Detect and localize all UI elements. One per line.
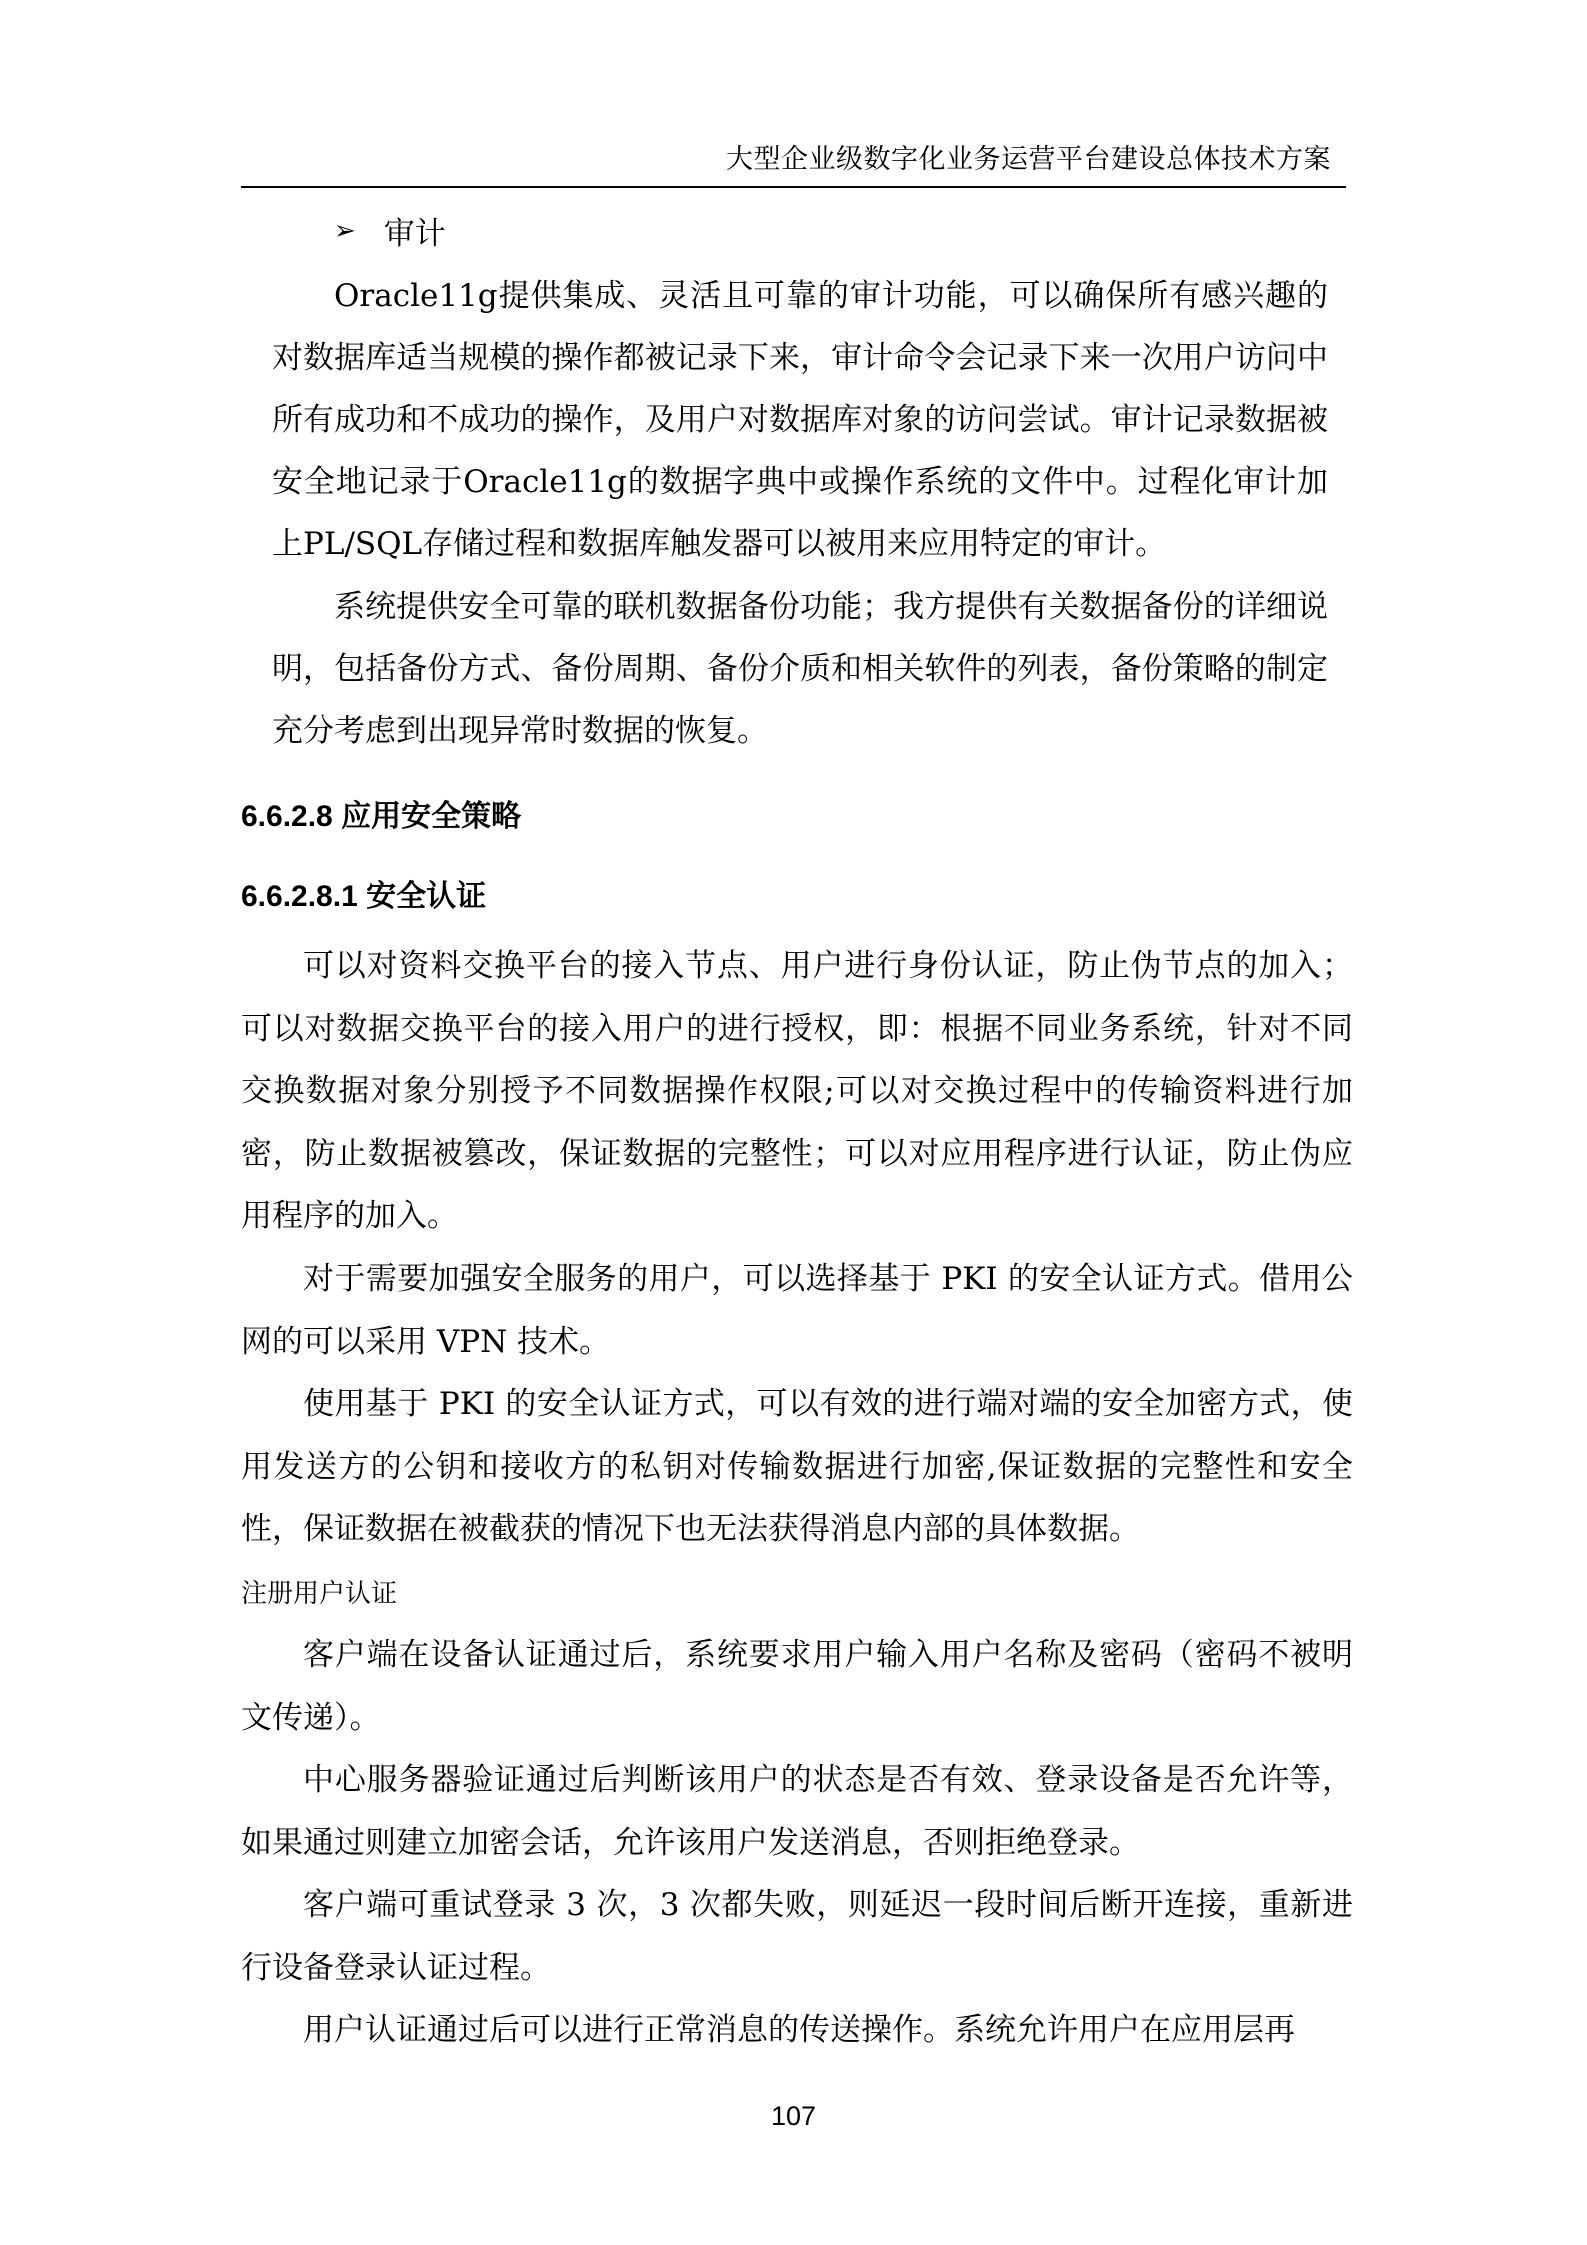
auth-paragraph-6: 客户端可重试登录 3 次，3 次都失败，则延迟一段时间后断开连接，重新进行设备登录认证过程。 — [241, 1887, 1353, 1986]
arrow-bullet-icon: ➢ — [334, 215, 356, 246]
auth-paragraph-2: 对于需要加强安全服务的用户，可以选择基于 PKI 的安全认证方式。借用公网的可以采用 VPN 技术。 — [241, 1261, 1353, 1360]
auth-paragraph-5: 中心服务器验证通过后判断该用户的状态是否有效、登录设备是否允许等，如果通过则建立加密会话，允许该用户发送消息，否则拒绝登录。 — [241, 1762, 1353, 1861]
audit-paragraph-2: 系统提供安全可靠的联机数据备份功能；我方提供有关数据备份的详细说明，包括备份方式、备份周期、备份介质和相关软件的列表，备份策略的制定充分考虑到出现异常时数据的恢复。 — [272, 589, 1328, 749]
section-heading: 6.6.2.8 应用安全策略 — [241, 800, 522, 833]
header-divider — [241, 186, 1346, 188]
audit-bullet-label: 审计 — [383, 216, 446, 252]
audit-bullet — [334, 208, 446, 253]
registered-user-auth-label: 注册用户认证 — [241, 1579, 398, 1609]
page-header-title: 大型企业级数字化业务运营平台建设总体技术方案 — [726, 144, 1331, 175]
audit-paragraph-1: Oracle11g提供集成、灵活且可靠的审计功能，可以确保所有感兴趣的对数据库适当规模的操作都被记录下来，审计命令会记录下来一次用户访问中所有成功和不成功的操作，及用户对数据库对象的访问尝试。审计记录数据被安全地记录于Oracle11g的数据字典中或操作系统的文件中。过程化审计加上PL/SQL存储过程和数据库触发器可以被用来应用特定的审计。 — [272, 278, 1328, 562]
section-subheading: 6.6.2.8.1 安全认证 — [241, 880, 487, 913]
page-number: 107 — [770, 2101, 817, 2131]
auth-paragraph-3: 使用基于 PKI 的安全认证方式，可以有效的进行端对端的安全加密方式，使用发送方的公钥和接收方的私钥对传输数据进行加密,保证数据的完整性和安全性，保证数据在被截获的情况下也无法获得消息内部的具体数据。 — [241, 1386, 1353, 1547]
auth-paragraph-4: 客户端在设备认证通过后，系统要求用户输入用户名称及密码（密码不被明文传递）。 — [241, 1637, 1353, 1736]
auth-paragraph-7: 用户认证通过后可以进行正常消息的传送操作。系统允许用户在应用层再 — [303, 2012, 1295, 2048]
auth-paragraph-1: 可以对资料交换平台的接入节点、用户进行身份认证，防止伪节点的加入；可以对数据交换平台的接入用户的进行授权，即：根据不同业务系统，针对不同交换数据对象分别授予不同数据操作权限;可以对交换过程中的传输资料进行加密，防止数据被篡改，保证数据的完整性；可以对应用程序进行认证，防止伪应用程序的加入。 — [241, 948, 1353, 1234]
